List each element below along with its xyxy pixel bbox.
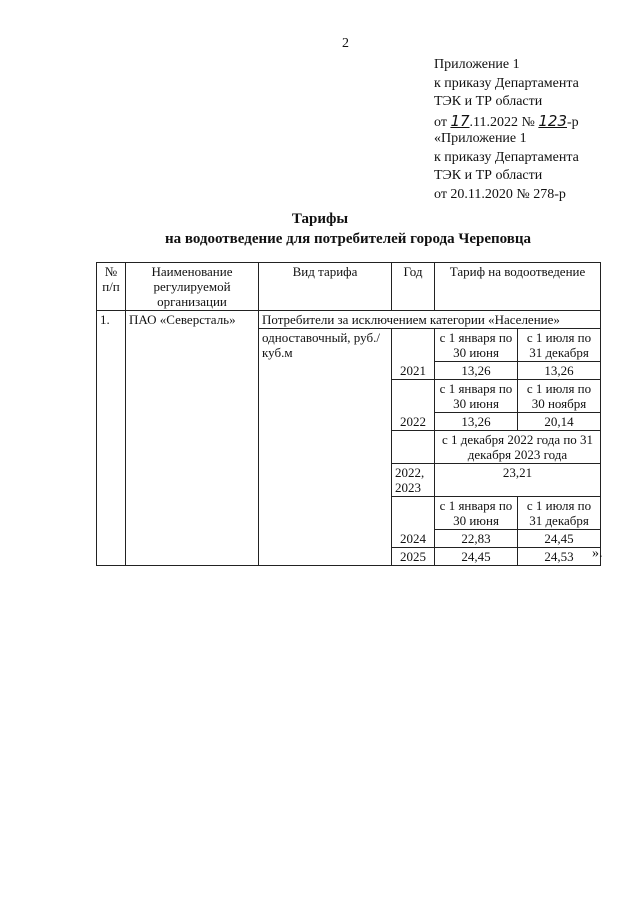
- title-line-2: на водоотведение для потребителей города Череповца: [164, 231, 532, 247]
- value-2022-2023: 23,21: [435, 464, 601, 497]
- year-2025: 2025: [392, 548, 435, 566]
- year-2021: 2021: [392, 362, 435, 380]
- order-middle: .11.2022 №: [469, 114, 535, 130]
- order-prefix: от: [434, 114, 447, 130]
- year-cell-empty: [392, 497, 435, 530]
- row-number: 1.: [97, 311, 126, 566]
- table-row: [97, 311, 601, 329]
- appendix-line: ТЭК и ТР области: [434, 94, 543, 109]
- value-2025-h2: 24,53: [518, 548, 601, 566]
- appendix-line: к приказу Департамента: [434, 149, 579, 165]
- title-line-1: Тарифы: [291, 211, 349, 227]
- period-jul-dec: с 1 июля по 31 декабря: [518, 497, 601, 530]
- tariff-table: [96, 262, 601, 566]
- value-2024-h1: 22,83: [435, 530, 518, 548]
- year-2024: 2024: [392, 530, 435, 548]
- value-2025-h1: 24,45: [435, 548, 518, 566]
- closing-quote: ».: [592, 546, 603, 561]
- period-jan-jun: с 1 января по 30 июня: [435, 329, 518, 362]
- period-jan-jun: с 1 января по 30 июня: [435, 497, 518, 530]
- document-title: [0, 209, 640, 249]
- handwritten-number: 123: [538, 111, 568, 130]
- header-num: № п/п: [97, 263, 126, 311]
- period-jul-nov: с 1 июля по 30 ноября: [518, 380, 601, 413]
- appendix-line: Приложение 1: [434, 57, 520, 72]
- header-year: Год: [392, 263, 435, 311]
- year-2022: 2022: [392, 413, 435, 431]
- appendix-block: [434, 56, 579, 204]
- table-header-row: [97, 263, 601, 311]
- header-tariff: Тариф на водоотведение: [435, 263, 601, 311]
- value-2021-h1: 13,26: [435, 362, 518, 380]
- period-jan-jun: с 1 января по 30 июня: [435, 380, 518, 413]
- year-cell-empty: [392, 329, 435, 362]
- consumer-category: Потребители за исключением категории «Население»: [259, 311, 601, 329]
- page-number: 2: [342, 36, 349, 51]
- org-name: ПАО «Северсталь»: [126, 311, 259, 566]
- appendix-line: от 20.11.2020 № 278-р: [434, 186, 566, 202]
- period-dec22-dec23: с 1 декабря 2022 года по 31 декабря 2023 года: [435, 431, 601, 464]
- appendix-line: ТЭК и ТР области: [434, 168, 543, 183]
- order-suffix: -р: [567, 114, 579, 130]
- value-2021-h2: 13,26: [518, 362, 601, 380]
- year-cell-empty: [392, 431, 435, 464]
- year-2022-2023: 2022, 2023: [392, 464, 435, 497]
- value-2022-h1: 13,26: [435, 413, 518, 431]
- handwritten-day: 17: [450, 111, 470, 130]
- year-cell-empty: [392, 380, 435, 413]
- appendix-line: «Приложение 1: [434, 131, 527, 146]
- header-tariff-type: Вид тарифа: [259, 263, 392, 311]
- appendix-order-line: [434, 112, 579, 131]
- header-org: Наименование регулируемой организации: [126, 263, 259, 311]
- value-2024-h2: 24,45: [518, 530, 601, 548]
- appendix-line: к приказу Департамента: [434, 75, 579, 91]
- period-jul-dec: с 1 июля по 31 декабря: [518, 329, 601, 362]
- tariff-type: одноставочный, руб./куб.м: [259, 329, 392, 566]
- value-2022-h2: 20,14: [518, 413, 601, 431]
